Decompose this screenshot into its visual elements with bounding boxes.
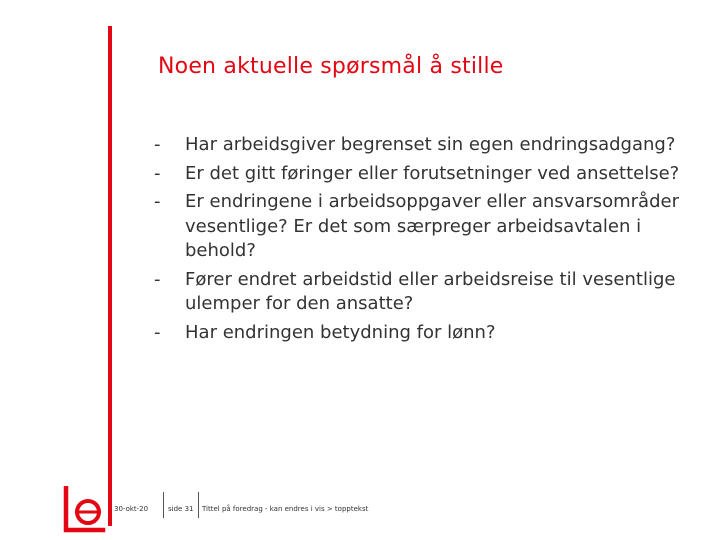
bullet-text: Har endringen betydning for lønn? (185, 321, 496, 343)
bullet-item (154, 162, 699, 187)
bullet-text: Er endringene i arbeidsoppgaver eller ansvarsområder vesentlige? Er det som særpreger arbeidsavtalen i behold? (185, 191, 679, 261)
bullet-dash: - (154, 268, 161, 290)
footer-separator (163, 492, 164, 518)
bullet-text: Er det gitt føringer eller forutsetninger ved ansettelse? (185, 162, 680, 184)
footer-page-number: side 31 (168, 505, 194, 513)
bullet-list (154, 133, 699, 349)
slide-title: Noen aktuelle spørsmål å stille (158, 54, 504, 79)
lo-logo-icon (63, 486, 107, 534)
bullet-dash: - (154, 321, 161, 343)
footer-separator (198, 492, 199, 518)
accent-divider-line (108, 26, 112, 526)
bullet-item (154, 190, 699, 264)
bullet-item (154, 133, 699, 158)
footer-presentation-title: Tittel på foredrag - kan endres i vis > topptekst (202, 505, 369, 513)
footer-date: 30-okt-20 (114, 505, 149, 513)
bullet-dash: - (154, 134, 161, 155)
bullet-text: Fører endret arbeidstid eller arbeidsreise til vesentlige ulemper for den ansatte? (185, 268, 676, 314)
bullet-text: Har arbeidsgiver begrenset sin egen endringsadgang? (185, 134, 676, 155)
bullet-dash: - (154, 162, 161, 184)
bullet-item (154, 321, 699, 346)
bullet-dash: - (154, 191, 161, 212)
bullet-item (154, 268, 699, 317)
